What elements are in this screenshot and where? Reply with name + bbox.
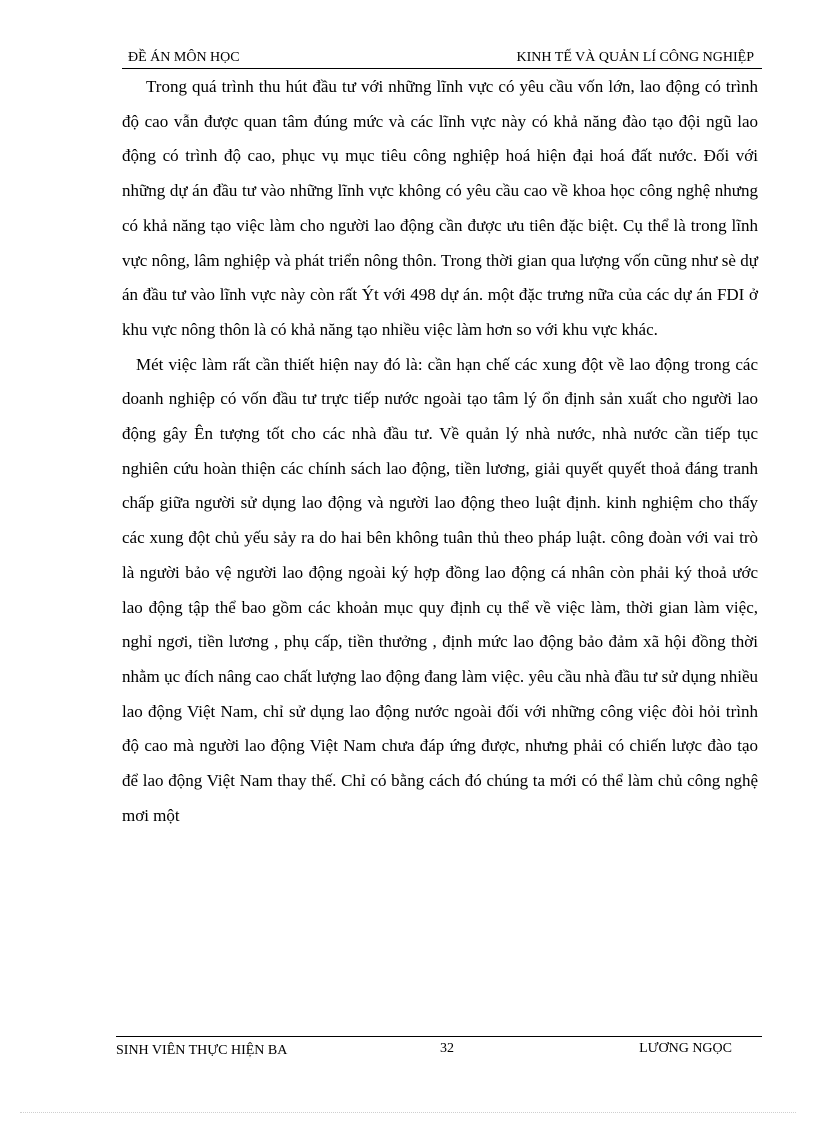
header-subject-title: KINH TẾ VÀ QUẢN LÍ CÔNG NGHIỆP xyxy=(516,50,754,65)
page-edge-divider xyxy=(20,1112,796,1113)
paragraph-2: Mét việc làm rất cần thiết hiện nay đó là: cần hạn chế các xung đột về lao động trong các doanh nghiệp có vốn đầu tư trực tiếp nước ngoài tạo tâm lý ổn định sản xuất cho người lao động gây Ên tượng tốt cho các nhà đầu tư. Về quản lý nhà nước, nhà nước cần tiếp tục nghiên cứu hoàn thiện các chính sách lao động, tiền lương, giải quyết quyết thoả đáng tranh chấp giữa người sử dụng lao động và người lao động theo luật định. kinh nghiệm cho thấy các xung đột chủ yếu sảy ra do hai bên không tuân thủ theo pháp luật. công đoàn với vai trò là người bảo vệ người lao động ngoài ký hợp đồng lao động cá nhân còn phải ký thoả ước lao động tập thể bao gồm các khoản mục quy định cụ thể về việc làm, thời gian làm việc, nghỉ ngơi, tiền lương , phụ cấp, tiền thưởng , định mức lao động bảo đảm xã hội đồng thời nhằm ục đích nâng cao chất lượng lao động đang làm việc. yêu cầu nhà đầu tư sử dụng nhiều lao động Việt Nam, chỉ sử dụng lao động nước ngoài đối với những công việc đòi hỏi trình độ cao mà người lao động Việt Nam chưa đáp ứng được, nhưng phải có chiến lược đào tạo để lao động Việt Nam thay thế. Chỉ có bằng cách đó chúng ta mới có thể làm chủ công nghệ mơi một xyxy=(122,354,758,825)
footer-student-label: SINH VIÊN THỰC HIỆN BA xyxy=(116,1043,288,1058)
document-body xyxy=(122,70,758,833)
page-header xyxy=(122,48,762,69)
paragraph-1: Trong quá trình thu hút đầu tư với những lĩnh vực có yêu cầu vốn lớn, lao động có trình độ cao vẫn được quan tâm đúng mức và các lĩnh vực này có khả năng đào tạo đội ngũ lao động có trình độ cao, phục vụ mục tiêu công nghiệp hoá hiện đại hoá đất nước. Đối với những dự án đầu tư vào những lĩnh vực không có yêu cầu cao về khoa học công nghệ nhưng có khả năng tạo việc làm cho người lao động cần được ưu tiên đặc biệt. Cụ thể là trong lĩnh vực nông, lâm nghiệp và phát triển nông thôn. Trong thời gian qua lượng vốn cũng như sè dự án đầu tư vào lĩnh vực này còn rất Ýt với 498 dự án. một đặc trưng nữa của các dự án FDI ở khu vực nông thôn là có khả năng tạo nhiều việc làm hơn so với khu vực khác. xyxy=(122,77,758,339)
footer-author-name: LƯƠNG NGỌC xyxy=(639,1041,732,1056)
page-footer xyxy=(116,1036,762,1087)
header-course-title: ĐỀ ÁN MÔN HỌC xyxy=(128,50,240,65)
page-number: 32 xyxy=(440,1041,454,1056)
